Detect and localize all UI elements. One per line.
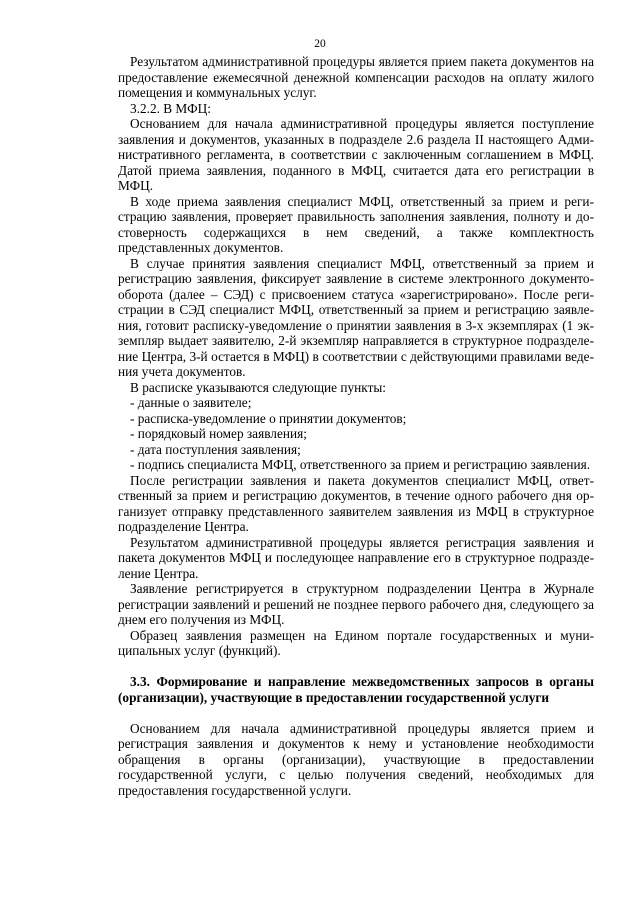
paragraph-result-2: Результатом административной процедуры является регистрация заявления и пакета документов МФЦ и последующее направление его в структурное подразделение Центра. — [118, 534, 594, 581]
paragraph-receipt-items: В расписке указываются следующие пункты: — [130, 379, 387, 395]
paragraph-result-1: Результатом административной процедуры является прием пакета документов на предоставление ежемесячной денежной компенсации расходов на оплату жилого помещения и коммунальных услуг. — [118, 54, 594, 100]
document-body — [118, 54, 594, 798]
list-item: - данные о заявителе; — [130, 395, 252, 410]
paragraph-acceptance: В случае принятия заявления специалист МФЦ, ответственный за прием и регистрацию заявления, фиксирует заявление в системе электронного документооборота (далее – СЭД) с присвоением статуса «зарегистрировано». После регистрации в СЭД специалист МФЦ, ответственный за прием и регистрацию заявления, готовит расписку-уведомление о принятии заявления в 3-х экземплярах (1 экземпляр выдает заявителю, 2-й экземпляр направляется в структурное подразделение Центра, 3-й остается в МФЦ) в соответствии с действующими правилами ведения учета документов. — [118, 255, 594, 379]
paragraph-sample: Образец заявления размещен на Едином портале государственных и муниципальных услуг (функций). — [118, 627, 594, 658]
spacer — [118, 659, 594, 675]
page-number: 20 — [314, 38, 326, 50]
paragraph-reception: В ходе приема заявления специалист МФЦ, ответственный за прием и регистрацию заявления, проверяет правильность заполнения заявления, полноту и достоверность содержащихся в нем сведений, а также комплектность представленных документов. — [118, 193, 594, 255]
list-item: - порядковый номер заявления; — [130, 426, 307, 441]
paragraph-journal: Заявление регистрируется в структурном подразделении Центра в Журнале регистрации заявлений и решений не позднее первого рабочего дня, следующего за днем его получения из МФЦ. — [118, 581, 594, 627]
paragraph-after-registration: После регистрации заявления и пакета документов специалист МФЦ, ответственный за прием и регистрацию документов, в течение одного рабочего дня организует отправку представленного заявителем заявления из МФЦ в структурное подразделение Центра. — [118, 472, 594, 534]
list-item: - подпись специалиста МФЦ, ответственного за прием и регистрацию заявления. — [130, 457, 591, 472]
list-item: - расписка-уведомление о принятии документов; — [130, 410, 407, 426]
spacer — [118, 705, 594, 721]
paragraph-basis-requests: Основанием для начала административной процедуры является прием и регистрация заявления и документов к нему и установление необходимости обращения в органы (организации), участвующие в предоставлении государственной услуги, с целью получения сведений, необходимых для предоставления государственной услуги. — [118, 720, 594, 798]
paragraph-basis-mfc: Основанием для начала административной процедуры является поступление заявления и документов, указанных в подразделе 2.6 раздела II настоящего Административного регламента, в соответствии с заключенным соглашением в МФЦ. Датой приема заявления, поданного в МФЦ, считается дата его регистрации в МФЦ. — [118, 116, 594, 193]
subsection-3-2-2: 3.2.2. В МФЦ: — [130, 100, 211, 116]
list-item: - дата поступления заявления; — [130, 441, 301, 457]
section-heading-3-3: 3.3. Формирование и направление межведомственных запросов в органы (организации), участвующие в предоставлении государственной услуги — [118, 674, 594, 705]
